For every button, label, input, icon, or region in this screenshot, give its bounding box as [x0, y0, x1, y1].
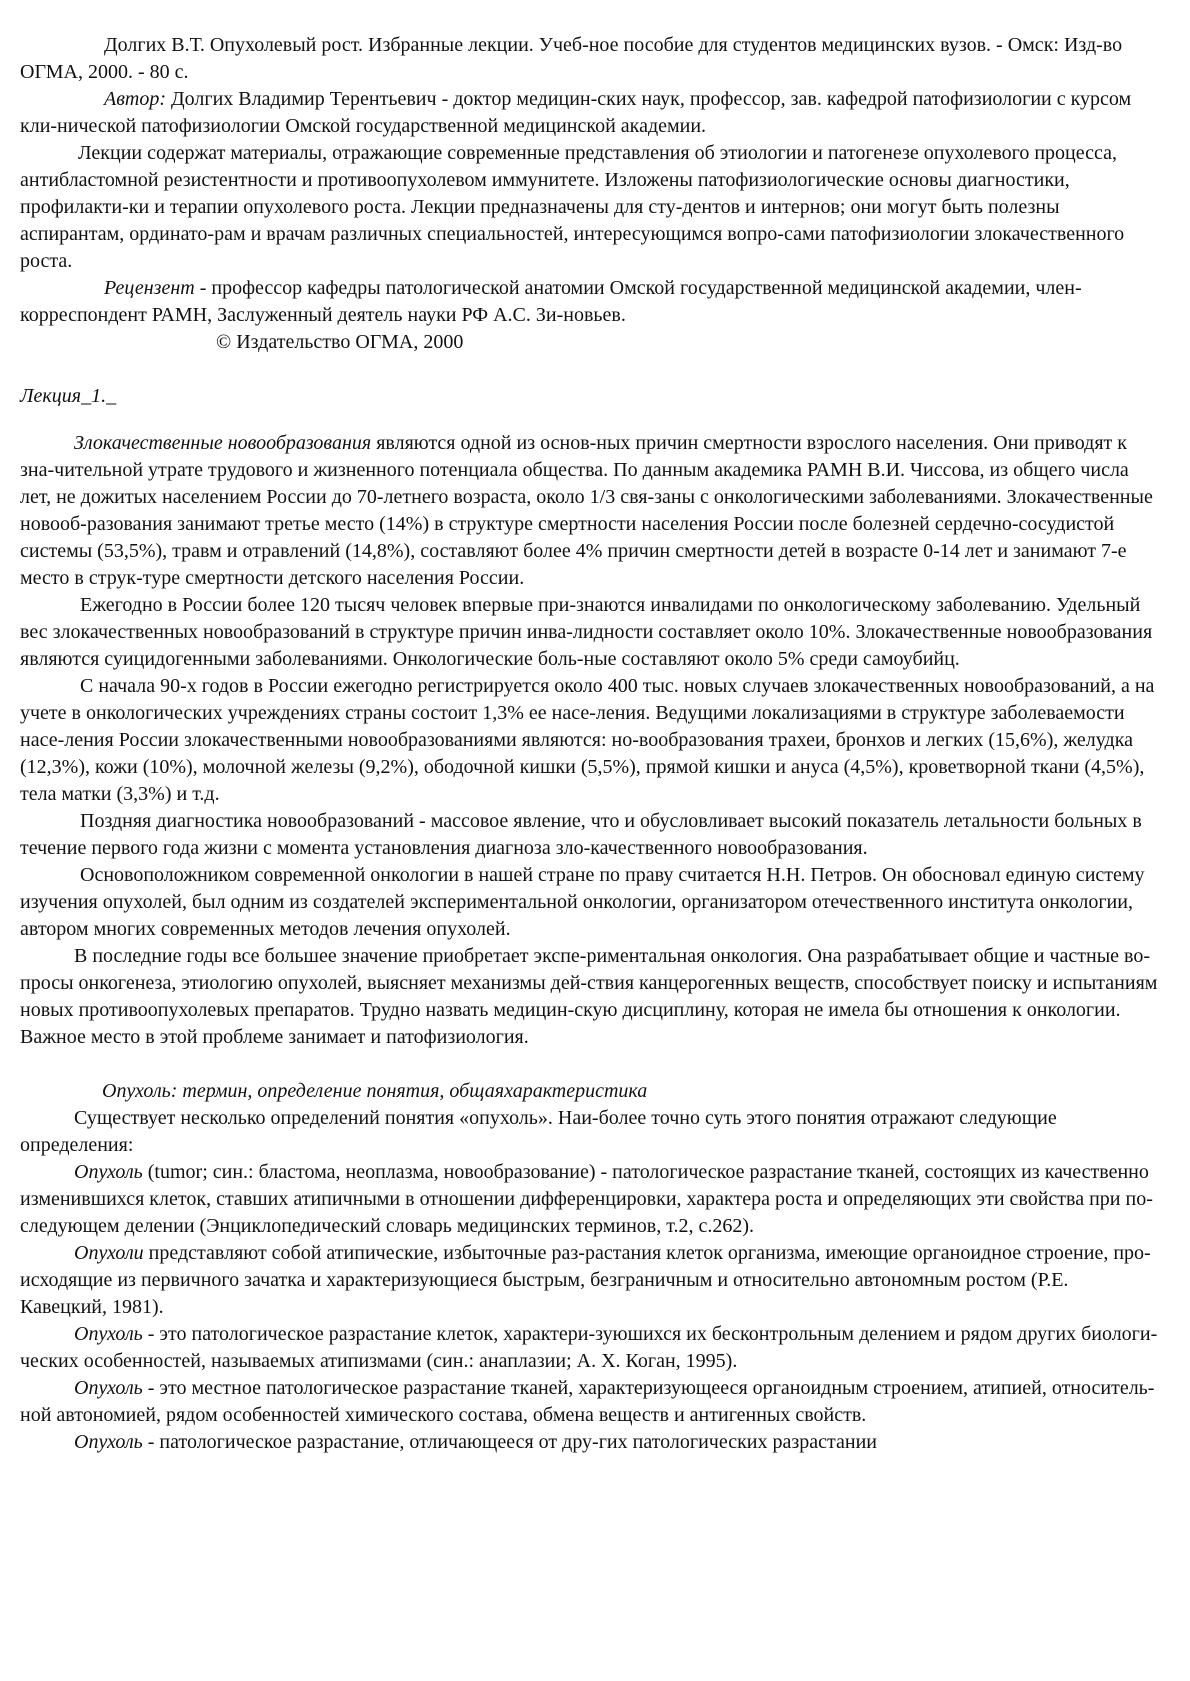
lecture-paragraph-1-emphasis: Злокачественные новообразования — [74, 432, 372, 454]
lecture-paragraph-5-text: Основоположником современной онкологии в нашей стране по праву считается Н.Н. Петров. Он обосновал единую систему изучения опухолей, был одним из создателей экспериментальной онкологии, организатором отечественного института онкологии, автором многих современных методов лечения опухолей. — [20, 864, 1145, 940]
lecture-paragraph-6 — [20, 943, 1160, 1051]
abstract-text: Лекции содержат материалы, отражающие современные представления об этиологии и патогенезе опухолевого процесса, антибластомной резистентности и противоопухолевом иммунитете. Изложены патофизиологические основы диагностики, профилакти-ки и терапии опухолевого роста. Лекции предназначены для сту-дентов и интернов; они могут быть полезны аспирантам, ординато-рам и врачам различных специальностей, интересующимся вопро-сами патофизиологии злокачественного роста. — [20, 142, 1125, 272]
definition-3 — [20, 1321, 1160, 1375]
definition-3-text: - это патологическое разрастание клеток, характери-зуюшихся их бесконтрольным делением и рядом других биологи-ческих особенностей, называемых атипизмами (син.: анаплазии; А. X. Коган, 1995). — [20, 1323, 1158, 1372]
lecture-paragraph-2 — [20, 592, 1160, 673]
author-paragraph — [20, 86, 1160, 140]
section-intro — [20, 1105, 1160, 1159]
definition-2-term: Опухоли — [74, 1242, 144, 1264]
lecture-title — [20, 383, 1160, 410]
author-text: Долгих Владимир Терентьевич - доктор медицин-ских наук, профессор, зав. кафедрой патофизиологии с курсом кли-нической патофизиологии Омской государственной медицинской академии. — [20, 88, 1132, 137]
definition-5 — [20, 1429, 1160, 1456]
lecture-title-text: Лекция_1._ — [20, 385, 117, 407]
lecture-paragraph-5 — [20, 862, 1160, 943]
definition-4-text: - это местное патологическое разрастание тканей, характеризующееся органоидным строением, атипией, относитель-ной автономией, рядом особенностей химического состава, обмена веществ и антигенных свойств. — [20, 1377, 1155, 1426]
lecture-paragraph-1-text: являются одной из основ-ных причин смертности взрослого населения. Они приводят к зна-чительной утрате трудового и жизненного потенциала общества. По данным академика РАМН В.И. Чиссова, из общего числа лет, не дожитых населением России до 70-летнего возраста, около 1/3 свя-заны с онкологическими заболеваниями. Злокачественные новооб-разования занимают третье место (14%) в структуре смертности населения России после болезней сердечно-сосудистой системы (53,5%), травм и отравлений (14,8%), составляют более 4% причин смертности детей в возрасте 0-14 лет и занимают 7-е место в струк-туре смертности детского населения России. — [20, 432, 1153, 589]
book-citation — [20, 32, 1160, 86]
lecture-paragraph-2-text: Ежегодно в России более 120 тысяч человек впервые при-знаются инвалидами по онкологическому заболеванию. Удельный вес злокачественных новообразований в структуре причин инва-лидности составляет около 10%. Злокачественные новообразования являются суицидогенными заболеваниями. Онкологические боль-ные составляют около 5% среди самоубийц. — [20, 594, 1153, 670]
spacer — [20, 356, 1160, 383]
lecture-paragraph-4-text: Поздняя диагностика новообразований - массовое явление, что и обусловливает высокий показатель летальности больных в течение первого года жизни с момента установления диагноза зло-качественного новообразования. — [20, 810, 1142, 859]
copyright-text: © Издательство ОГМА, 2000 — [216, 331, 464, 353]
lecture-paragraph-6-text: В последние годы все большее значение приобретает экспе-риментальная онкология. Она разрабатывает общие и частные во-просы онкогенеза, этиологию опухолей, выясняет механизмы дей-ствия канцерогенных веществ, способствует поиску и испытаниям новых противоопухолевых препаратов. Трудно назвать медицин-скую дисциплину, которая не имела бы отношения к онкологии. Важное место в этой проблеме занимает и патофизиология. — [20, 945, 1158, 1048]
lecture-paragraph-1 — [20, 430, 1160, 592]
definition-1 — [20, 1159, 1160, 1240]
definition-5-term: Опухоль — [74, 1431, 143, 1453]
definition-3-term: Опухоль — [74, 1323, 143, 1345]
definition-4-term: Опухоль — [74, 1377, 143, 1399]
definition-2 — [20, 1240, 1160, 1321]
definition-1-text: (tumor; син.: бластома, неоплазма, новообразование) - патологическое разрастание тканей, состоящих из качественно изменившихся клеток, ставших атипичными в отношении дифференцировки, характера роста и определяющих эти свойства при по-следующем делении (Энциклопедический словарь медицинских терминов, т.2, с.262). — [20, 1161, 1153, 1237]
section-heading — [20, 1078, 1160, 1105]
lecture-paragraph-4 — [20, 808, 1160, 862]
section-heading-text: Опухоль: термин, определение понятия, общаяхарактеристика — [102, 1080, 648, 1102]
copyright-line — [20, 329, 1160, 356]
definition-5-text: - патологическое разрастание, отличающееся от дру-гих патологических разрастании — [142, 1431, 878, 1453]
spacer — [20, 1051, 1160, 1078]
lecture-paragraph-3-text: С начала 90-х годов в России ежегодно регистрируется около 400 тыс. новых случаев злокачественных новообразований, а на учете в онкологических учреждениях страны состоит 1,3% ее насе-ления. Ведущими локализациями в структуре заболеваемости насе-ления России злокачественными новообразованиями являются: но-вообразования трахеи, бронхов и легких (15,6%), желудка (12,3%), кожи (10%), молочной железы (9,2%), ободочной кишки (5,5%), прямой кишки и ануса (4,5%), кроветворной ткани (4,5%), тела матки (3,3%) и т.д. — [20, 675, 1155, 805]
definition-1-term: Опухоль — [74, 1161, 143, 1183]
definition-2-text: представляют собой атипические, избыточные раз-растания клеток организма, имеющие органоидное строение, про-исходящие из первичного зачатка и характеризующиеся быстрым, безграничным и относительно автономным ростом (Р.Е. Кавецкий, 1981). — [20, 1242, 1151, 1318]
section-intro-text: Существует несколько определений понятия «опухоль». Наи-более точно суть этого понятия отражают следующие определения: — [20, 1107, 1057, 1156]
reviewer-label: Рецензент — [104, 277, 195, 299]
reviewer-paragraph — [20, 275, 1160, 329]
reviewer-text: - профессор кафедры патологической анатомии Омской государственной медицинской академии, член-корреспондент РАМН, Заслуженный деятель науки РФ А.С. Зи-новьев. — [20, 277, 1082, 326]
author-label: Автор: — [104, 88, 167, 110]
spacer — [20, 410, 1160, 430]
citation-text: Долгих В.Т. Опухолевый рост. Избранные лекции. Учеб-ное пособие для студентов медицинских вузов. - Омск: Изд-во ОГМА, 2000. - 80 с. — [20, 34, 1123, 83]
abstract-paragraph — [20, 140, 1160, 275]
definition-4 — [20, 1375, 1160, 1429]
lecture-paragraph-3 — [20, 673, 1160, 808]
